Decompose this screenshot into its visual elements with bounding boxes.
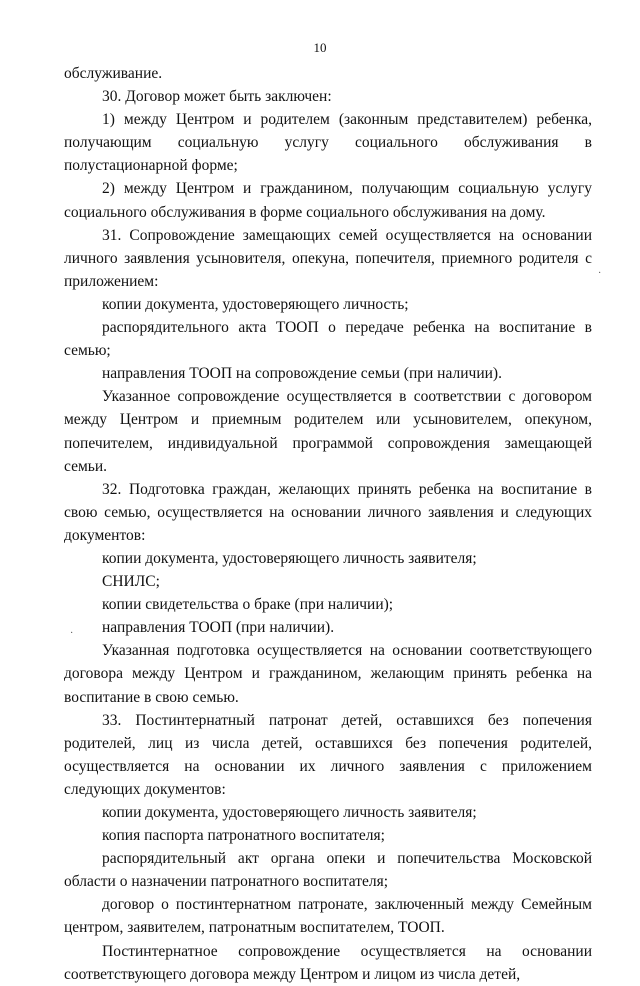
- paragraph: обслуживание.: [64, 65, 163, 82]
- paragraph: договор о постинтернатном патронате, заключенный между Семейным центром, заявителем, патронатным воспитателем, ТООП.: [64, 896, 592, 937]
- paragraph: 33. Постинтернатный патронат детей, оставшихся без попечения родителей, лиц из числа детей, оставшихся без попечения родителей, осуществляется на основании их личного заявления с приложением следующих документов:: [64, 711, 592, 798]
- page-number: 10: [313, 40, 327, 55]
- paragraph: 30. Договор может быть заключен:: [102, 88, 332, 106]
- paragraph: 1) между Центром и родителем (законным представителем) ребенка, получающим социальную услугу социального обслуживания в полустационарной форме;: [64, 111, 592, 175]
- paragraph: Указанное сопровождение осуществляется в соответствии с договором между Центром и приемным родителем или усыновителем, опекуном, попечителем, индивидуальной программой сопровождения замещающей семьи.: [64, 388, 592, 475]
- paragraph: копии свидетельства о браке (при наличии);: [102, 596, 394, 614]
- paragraph: копии документа, удостоверяющего личность заявителя;: [102, 804, 477, 821]
- paragraph: направления ТООП на сопровождение семьи (при наличии).: [102, 365, 502, 383]
- paragraph: 2) между Центром и гражданином, получающим социальную услугу социального обслуживания в форме социального обслуживания на дому.: [64, 180, 592, 221]
- paragraph: копии документа, удостоверяющего личность заявителя;: [102, 549, 477, 567]
- paragraph: Указанная подготовка осуществляется на основании соответствующего договора между Центром и гражданином, желающим принять ребенка на воспитание в свою семью.: [64, 642, 592, 706]
- scan-speck: ·: [70, 628, 74, 639]
- scan-speck: ·: [598, 268, 602, 279]
- paragraph: копии документа, удостоверяющего личность;: [102, 295, 409, 313]
- paragraph: Постинтернатное сопровождение осуществляется на основании соответствующего договора между Центром и лицом из числа детей,: [64, 942, 592, 983]
- paragraph: копия паспорта патронатного воспитателя;: [102, 827, 385, 845]
- paragraph: направления ТООП (при наличии).: [102, 619, 335, 637]
- paragraph: 31. Сопровождение замещающих семей осуществляется на основании личного заявления усыновителя, опекуна, попечителя, приемного родителя с приложением:: [64, 226, 592, 290]
- paragraph: распорядительного акта ТООП о передаче ребенка на воспитание в семью;: [64, 319, 592, 360]
- paragraph: 32. Подготовка граждан, желающих принять ребенка на воспитание в свою семью, осуществляется на основании личного заявления и следующих документов:: [64, 480, 592, 544]
- paragraph: распорядительный акт органа опеки и попечительства Московской области о назначении патронатного воспитателя;: [64, 850, 592, 891]
- document-body: [64, 62, 592, 986]
- paragraph: СНИЛС;: [102, 573, 160, 591]
